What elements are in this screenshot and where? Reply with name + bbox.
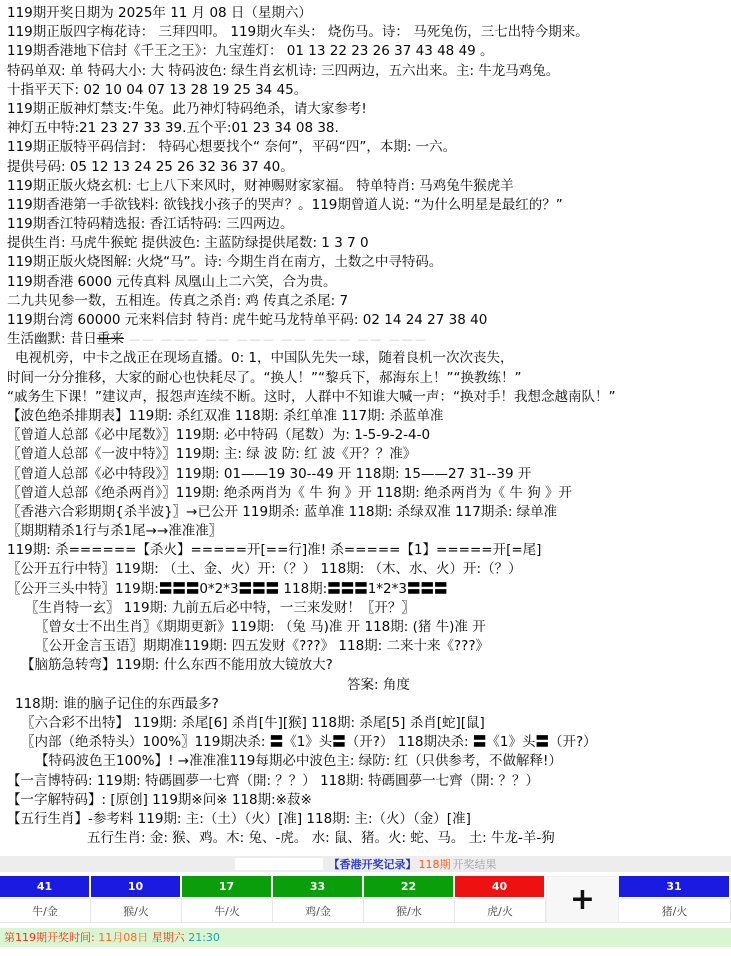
text-segment: 时间一分分推移，大家的耐心也快耗尽了。“换人！”“黎兵下，郝海东上！”“换教练！” [7,369,522,386]
black-bars: 〓 [535,734,549,751]
dash-artifact: —— ——— —— ——— —— ——— —— ——— [123,333,428,347]
text-segment: “戚务生下课！”建议声，报怨声连续不断。这时，人群中不知谁大喊一声：“换对手！我想念越南队！” [7,388,616,405]
text-segment: 【波色绝杀排期表】119期: 杀红双准 118期: 杀红单准 117期: 杀蓝单准 [7,407,444,424]
text-line [7,733,729,752]
text-segment: 119期正版四字梅花诗： 三拜四叩。 119期火车头： 烧伤马。诗： 马死兔伤，三七出特今期来。 [7,24,589,41]
result-label: 牛/金 [0,898,91,923]
text-segment: 0*2*3 [199,580,239,597]
next-draw-footer [0,928,731,947]
result-ball: 22 [364,876,455,898]
text-segment: 电视机旁，中卡之战正在现场直播。0: 1，中国队先失一球，随着良机一次次丧失， [15,350,514,367]
results-grid [0,876,731,923]
text-segment: 119期正版神灯禁支:牛兔。此乃神灯特码绝杀，请大家参考! [7,100,367,117]
result-label: 猴/火 [91,898,182,923]
text-segment: 〖公开金言玉语〗期期准119期: 四五发财《???》 118期: 二来十来《???》 [35,638,489,655]
text-line [7,273,729,292]
record-title: 【香港开奖记录】 [328,858,417,872]
text-segment: 〖香港六合彩期期{杀半波}〗→已公开 119期杀: 蓝单准 118期: 杀绿双准 117期杀: 绿单准 [7,503,558,520]
text-line [7,772,729,791]
text-line [7,215,729,234]
text-segment: 〖曾道人总部《必中尾数》〗119期: 必中特码（尾数）为: 1-5-9-2-4-0 [7,427,431,444]
text-segment: 【脑筋急转弯】119期: 什么东西不能用放大镜放大? [21,657,333,674]
text-segment: 【一言博特码: 119期: 特碼圓夢一七齊（開: ？？） 118期: 特碼圓夢一七齊（開: ？？） [7,772,540,789]
text-segment: 〖内部（绝杀特头）100%〗119期决杀: [21,734,270,751]
text-segment: 119期台湾 60000 元来料信封 特肖: 虎牛蛇马龙特单平码: 02 14 24 27 38 40 [7,312,488,328]
black-bars: 〓〓〓 [327,580,368,597]
text-line [7,138,729,157]
text-line [7,426,729,445]
footer-text: 第119期开奖时间: [4,931,99,945]
text-segment: 〖六合彩不出特】 119期: 杀尾[6] 杀肖[牛][猴] 118期: 杀尾[5] 杀肖[蛇][鼠] [21,714,485,731]
blank-box [235,858,323,870]
text-line [7,253,729,272]
text-line [7,100,729,119]
text-line [7,81,729,100]
record-period: 118期 [418,858,451,872]
text-line [7,752,729,771]
text-line [7,541,729,560]
struck-text: 重来 [96,331,124,348]
text-segment: 119期香江特码精选报: 香江话特码: 三四两边。 [7,216,294,233]
text-segment: 119期香港第一手欲钱料: 欲钱找小孩子的哭声？。119期曾道人说: “为什么明星是最红的？” [7,196,563,213]
text-line [7,829,729,848]
black-bars: 〓〓〓 [158,580,200,597]
text-segment: 〖公开五行中特〗119期: （土、金、火）开:（？） 118期: （木、水、火）开:（？） [7,561,522,578]
text-segment: （开?） 118期决杀: [345,734,473,751]
text-line [7,522,729,541]
text-segment: 五行生肖: 金: 猴、鸡。木: 兔、-虎。 水: 鼠、猪。火: 蛇、马。 土: 牛龙-羊-狗 [87,830,555,847]
text-line [7,503,729,522]
text-line [7,23,729,42]
text-line [7,445,729,464]
text-segment: 【特码波色王100%】! →准准准119每期必中波色主: 绿防: 红（只供参考，不做解释!） [35,753,562,770]
text-segment: 答案: 角度 [347,676,410,693]
text-segment: 提供号码: 05 12 13 24 25 26 32 36 37 40。 [7,158,294,175]
text-line [7,196,729,215]
text-line [7,4,729,23]
text-line [7,599,729,618]
text-line [7,234,729,253]
text-line [7,618,729,637]
text-line [7,580,729,599]
result-ball: 17 [182,876,273,898]
text-segment: 118期: [279,580,328,597]
text-line [7,369,729,388]
text-segment: （开?） [548,734,597,751]
text-segment: 【一字解特码】: [原创] 119期※问※ 118期:※菽※ [7,791,312,808]
text-segment: 〖生肖特一玄〗 119期: 九前五后必中特，一三来发财！〖开？〗 [25,599,415,616]
text-line [7,465,729,484]
text-segment: 119期正版火烧玄机: 七上八下来风时，财神赐财家家福。 特单特肖: 马鸡兔牛猴虎羊 [7,177,514,194]
text-line [7,484,729,503]
black-bars: 〓 [269,734,284,751]
text-line [7,119,729,138]
text-line [7,349,729,368]
text-segment: 〖曾道人总部《必中特段》〗119期: 01——19 30--49 开 118期: 15——27 31--39 开 [7,465,532,482]
text-line [7,637,729,656]
text-line [7,177,729,196]
result-label: 虎/火 [455,898,546,923]
text-line [7,695,729,714]
black-bars: 〓〓〓 [238,580,280,597]
text-line [7,311,729,330]
result-ball: 33 [273,876,364,898]
text-segment: 〖期期精杀1行与杀1尾→→准准准〗 [7,523,223,540]
text-segment: 〖曾女士不出生肖〗《期期更新》119期: （兔 马)准 开 118期: (猪 牛)准 开 [35,619,486,635]
text-line [7,656,729,675]
text-segment: 1*2*3 [367,580,407,597]
text-segment: 神灯五中特:21 23 27 33 39.五个平:01 23 34 08 38. [7,120,339,137]
text-segment: 119期开奖日期为 2025年 11 月 08 日（星期六） [7,5,312,21]
result-label: 鸡/金 [273,898,364,923]
text-segment: 118期: 谁的脑子记住的东西最多? [15,695,219,712]
text-line [7,330,729,349]
footer-text: 星期六 [151,931,189,945]
black-bars: 〓 [472,734,487,751]
text-line [7,407,729,426]
text-segment: 119期正版火烧图解: 火烧“马”。诗: 今期生肖在南方，土数之中寻特码。 [7,254,443,271]
record-result-label: 开奖结果 [452,858,497,872]
text-segment: 119期: 杀======【杀火】=====开[==行]准! 杀=====【1】=====开[=尾] [7,542,542,559]
results-header [0,856,731,872]
result-ball: 40 [455,876,546,898]
text-segment: 【五行生肖】-参考料 119期: 主:（土）（火）[准] 118期: 主:（火）（金）[准] [7,810,471,827]
text-segment: 119期香港地下信封《千王之王》：九宝莲灯： 01 13 22 23 26 37 43 48 49 。 [7,43,494,60]
text-line [7,42,729,61]
footer-text: 11月08日 [98,931,152,945]
text-segment: 提供生肖: 马虎牛猴蛇 提供波色: 主蓝防绿提供尾数: 1 3 7 0 [7,235,369,252]
text-segment: 119期香港 6000 元传真料 凤凰山上二六笑，合为贵。 [7,273,337,290]
text-line [7,791,729,810]
text-line [7,388,729,407]
text-line [7,560,729,579]
text-line [7,62,729,81]
text-segment: 十指平天下: 02 10 04 07 13 28 19 25 34 45。 [7,81,308,98]
text-segment: 119期正版特平码信封： 特码心想要找个“ 奈何”，平码“四”，本期: 一六。 [7,139,457,156]
text-segment: 〖公开三头中特〗119期: [7,580,159,597]
black-bars: 〓〓〓 [407,580,448,597]
result-label: 猴/水 [364,898,455,923]
text-segment: 《1》头 [486,734,536,751]
plus-cell: + [546,876,619,923]
text-line [7,158,729,177]
text-line [7,676,729,695]
result-ball: 31 [619,876,731,898]
result-ball: 10 [91,876,182,898]
result-label: 猪/火 [619,898,731,923]
text-segment: 特码单双: 单 特码大小: 大 特码波色: 绿生肖玄机诗: 三四两边，五六出来。主: 牛龙马鸡兔。 [7,62,560,79]
lottery-results-widget [0,856,731,947]
footer-text: 21:30 [188,931,220,945]
text-segment: 〖曾道人总部《一波中特》〗119期: 主: 绿 波 防: 红 波《开？？准》 [7,446,417,463]
text-line [7,292,729,311]
black-bars: 〓 [332,734,346,751]
result-label: 牛/火 [182,898,273,923]
text-line [7,810,729,829]
text-segment: 〖曾道人总部《绝杀两肖》〗119期: 绝杀两肖为《 牛 狗 》开 118期: 绝杀两肖为《 牛 狗 》开 [7,484,573,501]
text-segment: 二九共见参一数，五相连。传真之杀肖: 鸡 传真之杀尾: 7 [7,292,349,309]
result-ball: 41 [0,876,91,898]
text-line [7,714,729,733]
text-segment: 生活幽默: 昔日 [7,331,97,348]
text-segment: 《1》头 [283,734,333,751]
